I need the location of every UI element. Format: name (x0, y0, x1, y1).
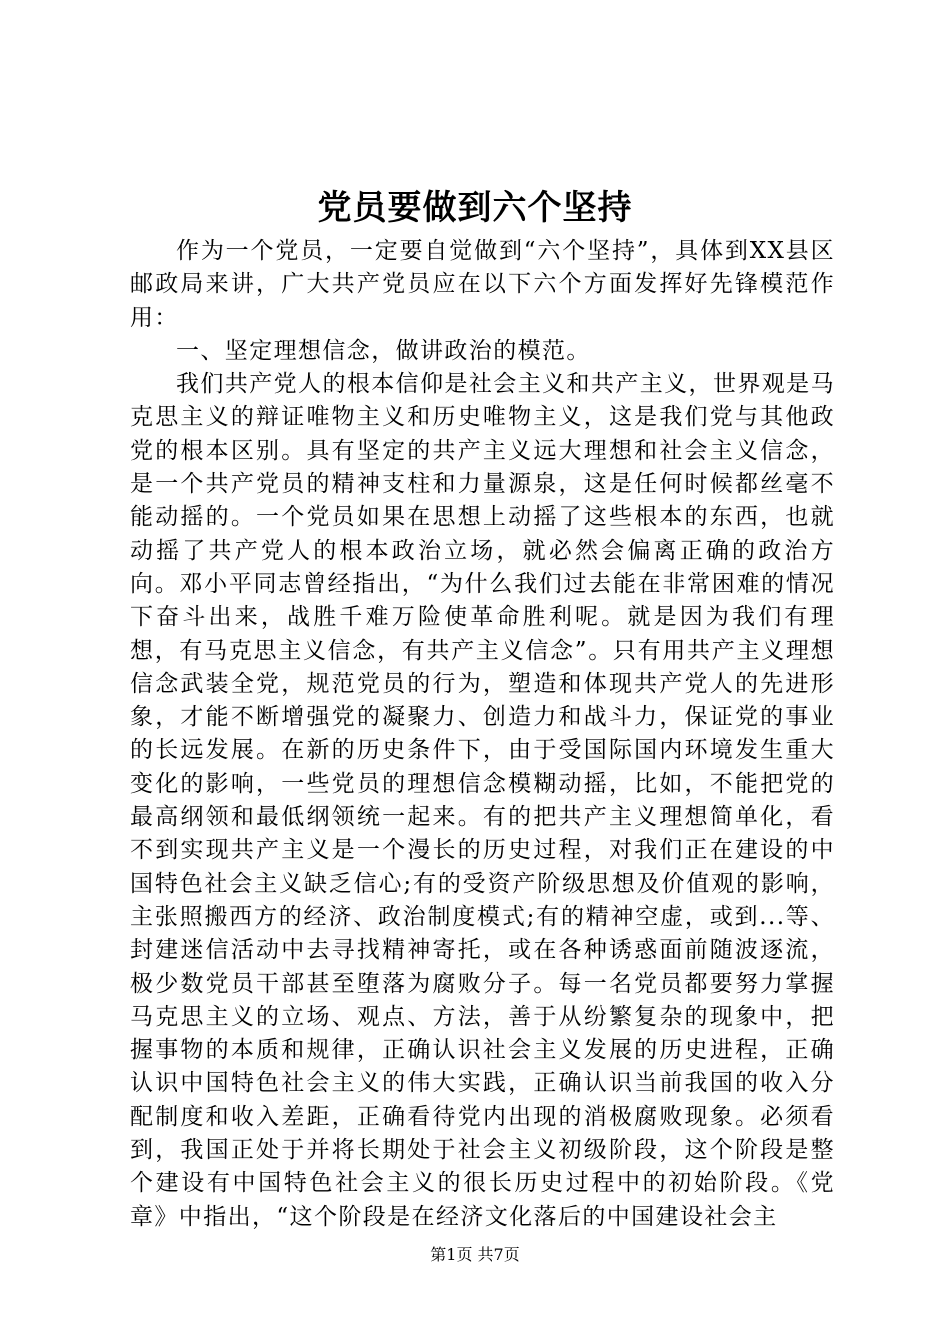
document-body (130, 235, 835, 1234)
page-number: 第1页 共7页 (430, 1245, 520, 1264)
intro-paragraph: 作为一个党员，一定要自觉做到“六个坚持”，具体到XX县区邮政局来讲，广大共产党员应在以下六个方面发挥好先锋模范作用： (130, 238, 835, 331)
document-title: 党员要做到六个坚持 (317, 188, 633, 228)
section-heading: 一、坚定理想信念，做讲政治的模范。 (176, 337, 591, 364)
body-paragraph: 我们共产党人的根本信仰是社会主义和共产主义，世界观是马克思主义的辩证唯物主义和历史唯物主义，这是我们党与其他政党的根本区别。具有坚定的共产主义远大理想和社会主义信念，是一个共产党员的精神支柱和力量源泉，这是任何时候都丝毫不能动摇的。一个党员如果在思想上动摇了这些根本的东西，也就动摇了共产党人的根本政治立场，就必然会偏离正确的政治方向。邓小平同志曾经指出，“为什么我们过去能在非常困难的情况下奋斗出来，战胜千难万险使革命胜利呢。就是因为我们有理想，有马克思主义信念，有共产主义信念”。只有用共产主义理想信念武装全党，规范党员的行为，塑造和体现共产党人的先进形象，才能不断增强党的凝聚力、创造力和战斗力，保证党的事业的长远发展。在新的历史条件下，由于受国际国内环境发生重大变化的影响，一些党员的理想信念模糊动摇，比如，不能把党的最高纲领和最低纲领统一起来。有的把共产主义理想简单化，看不到实现共产主义是一个漫长的历史过程，对我们正在建设的中国特色社会主义缺乏信心;有的受资产阶级思想及价值观的影响，主张照搬西方的经济、政治制度模式;有的精神空虚，或到...等、封建迷信活动中去寻找精神寄托，或在各种诱惑面前随波逐流，极少数党员干部甚至堕落为腐败分子。每一名党员都要努力掌握马克思主义的立场、观点、方法，善于从纷繁复杂的现象中，把握事物的本质和规律，正确认识社会主义发展的历史进程，正确认识中国特色社会主义的伟大实践，正确认识当前我国的收入分配制度和收入差距，正确看待党内出现的消极腐败现象。必须看到，我国正处于并将长期处于社会主义初级阶段，这个阶段是整个建设有中国特色社会主义的很长历史过程中的初始阶段。《党章》中指出，“这个阶段是在经济文化落后的中国建设社会主 (130, 371, 835, 1230)
